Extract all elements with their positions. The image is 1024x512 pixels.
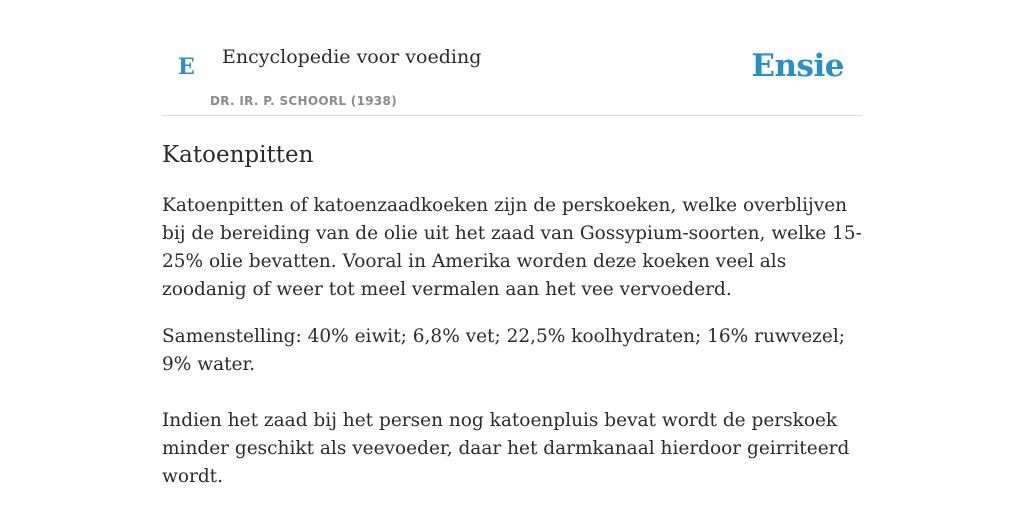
- article-title: Katoenpitten: [162, 142, 314, 168]
- article-paragraph: Samenstelling: 40% eiwit; 6,8% vet; 22,5% koolhydraten; 16% ruwvezel; 9% water.: [162, 326, 845, 375]
- book-logo[interactable]: E: [178, 54, 195, 80]
- site-header: [162, 0, 862, 116]
- book-author: DR. IR. P. SCHOORL (1938): [210, 94, 397, 108]
- article-paragraph: Indien het zaad bij het persen nog katoenpluis bevat wordt de perskoek minder geschikt als veevoeder, daar het darmkanaal hierdoor geirriteerd wordt.: [162, 410, 850, 487]
- article-paragraph: Katoenpitten of katoenzaadkoeken zijn de perskoeken, welke overblijven bij de bereiding van de olie uit het zaad van Gossypium-soorten, welke 15-25% olie bevatten. Vooral in Amerika worden deze koeken veel als zoodanig of weer tot meel vermalen aan het vee vervoederd.: [162, 195, 862, 300]
- ensie-logo[interactable]: Ensie: [751, 48, 844, 84]
- book-title-link[interactable]: Encyclopedie voor voeding: [222, 46, 482, 68]
- article: [162, 116, 862, 491]
- page: [162, 0, 862, 491]
